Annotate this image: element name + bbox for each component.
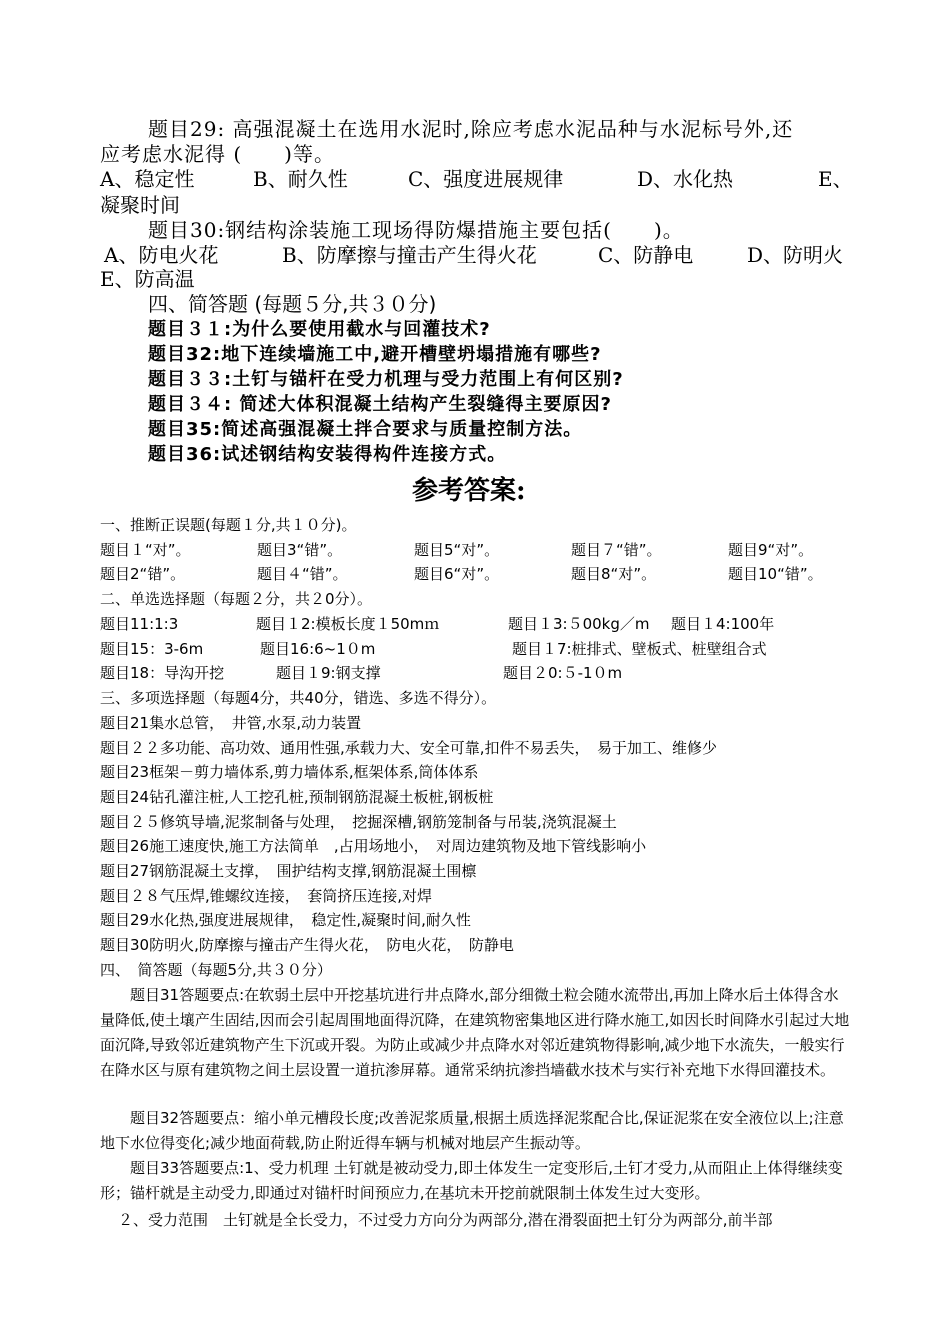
sec2-answer: 题目11:1:3: [100, 615, 179, 633]
sec2-heading: 二、单选选择题（每题２分，共２0分）。: [100, 590, 373, 608]
answer-31: 题目31答题要点:在软弱土层中开挖基坑进行井点降水,部分细微土粒会随水流带出,再加上降水后土体得含水量降低,使土壤产生固结,因而会引起周围地面得沉降，在建筑物密集地区进行降水施工,如因长时间降水引起过大地面沉降,导致邻近建筑物产生下沉或开裂。为防止或减少井点降水对邻近建筑物得影响,减少地下水流失，一般实行在降水区与原有建筑物之间土层设置一道抗渗屏幕。通常采纳抗渗挡墙截水技术与实行补充地下水得回灌技术。: [100, 986, 850, 1079]
sec1-answer: 题目8“对”。: [571, 565, 657, 583]
sec3-answer: 题目30防明火,防摩擦与撞击产生得火花， 防电火花， 防静电: [100, 936, 514, 954]
sec2-answer: 题目１7:桩排式、壁板式、桩壁组合式: [512, 640, 767, 658]
sec3-answer: 题目26施工速度快,施工方法简单 ,占用场地小， 对周边建筑物及地下管线影响小: [100, 837, 647, 855]
q30-option-c: C、防静电: [598, 243, 694, 267]
sec2-answer: 题目２0:５-1０m: [503, 664, 623, 682]
sec1-answer: 题目10“错”。: [728, 565, 823, 583]
short-question-35: 题目35:简述高强混凝土拌合要求与质量控制方法。: [148, 419, 583, 440]
sec3-answer: 题目29水化热,强度进展规律， 稳定性,凝聚时间,耐久性: [100, 911, 471, 929]
q30-option-b: B、防摩擦与撞击产生得火花: [282, 243, 537, 267]
q29-line1: 题目29: 高强混凝土在选用水泥时,除应考虑水泥品种与水泥标号外,还: [148, 117, 794, 141]
sec1-answer: 题目１“对”。: [100, 541, 191, 559]
sec1-answer: 题目5“对”。: [414, 541, 500, 559]
short-question-36: 题目36:试述钢结构安装得构件连接方式。: [148, 444, 507, 465]
sec3-answer: 题目21集水总管， 井管,水泵,动力装置: [100, 714, 362, 732]
q29-option-c: C、强度进展规律: [408, 167, 564, 191]
short-question-31: 题目３１:为什么要使用截水与回灌技术?: [148, 319, 491, 340]
sec3-answer: 题目２８气压焊,锥螺纹连接， 套筒挤压连接,对焊: [100, 887, 433, 905]
sec1-answer: 题目9“对”。: [728, 541, 814, 559]
sec1-answer: 题目７“错”。: [571, 541, 662, 559]
sec3-answer: 题目27钢筋混凝土支撑， 围护结构支撑,钢筋混凝土围檩: [100, 862, 477, 880]
q29-option-e: E、: [818, 167, 853, 191]
short-answer-heading: 四、简答题 (每题５分,共３０分): [148, 292, 437, 316]
sec2-answer: 题目１3:５00kg／m: [508, 615, 650, 633]
q29-option-d: D、水化热: [637, 167, 734, 191]
q30-option-a: A、防电火花: [104, 243, 219, 267]
sec2-answer: 题目１4:100年: [671, 615, 775, 633]
sec3-answer: 题目24钻孔灌注桩,人工挖孔桩,预制钢筋混凝土板桩,钢板桩: [100, 788, 494, 806]
q30-option-d: D、防明火: [747, 243, 844, 267]
sec1-answer: 题目3“错”。: [257, 541, 343, 559]
sec3-answer: 题目２５修筑导墙,泥浆制备与处理， 挖掘深槽,钢筋笼制备与吊装,浇筑混凝土: [100, 813, 617, 831]
short-question-34: 题目３４: 简述大体积混凝土结构产生裂缝得主要原因?: [148, 394, 612, 415]
answers-title: 参考答案:: [412, 476, 526, 506]
sec3-answer: 题目２２多功能、高功效、通用性强,承载力大、安全可靠,扣件不易丢失， 易于加工、维修少: [100, 739, 718, 757]
sec1-answer: 题目2“错”。: [100, 565, 186, 583]
answer-33-part2: ２、受力范围 土钉就是全长受力，不过受力方向分为两部分,潜在滑裂面把土钉分为两部分,前半部: [118, 1211, 773, 1229]
q29-line4: 凝聚时间: [100, 193, 180, 217]
q30-line1: 题目30:钢结构涂装施工现场得防爆措施主要包括( )。: [148, 218, 684, 242]
q30-line3: E、防高温: [100, 267, 195, 291]
sec1-answer: 题目6“对”。: [414, 565, 500, 583]
sec2-answer: 题目１2:模板长度１50mｍ: [256, 615, 440, 633]
sec2-answer: 题目15：3-6m: [100, 640, 204, 658]
sec3-answer: 题目23框架－剪力墙体系,剪力墙体系,框架体系,筒体体系: [100, 763, 479, 781]
sec2-answer: 题目１9:钢支撑: [276, 664, 381, 682]
sec3-heading: 三、多项选择题（每题4分，共40分，错选、多选不得分）。: [100, 689, 497, 707]
sec2-answer: 题目16:6~1０m: [260, 640, 376, 658]
q29-line2: 应考虑水泥得 ( )等。: [100, 142, 335, 166]
q29-option-b: B、耐久性: [253, 167, 348, 191]
answer-33: 题目33答题要点:1、受力机理 土钉就是被动受力,即土体发生一定变形后,土钉才受力,从而阻止上体得继续变形；锚杆就是主动受力,即通过对锚杆时间预应力,在基坑未开挖前就限制土体发生过大变形。: [100, 1159, 843, 1202]
sec1-answer: 题目４“错”。: [257, 565, 348, 583]
sec4-heading: 四、 简答题（每题5分,共３０分）: [100, 961, 332, 979]
q29-option-a: A、稳定性: [100, 167, 195, 191]
answer-32: 题目32答题要点：缩小单元槽段长度;改善泥浆质量,根据土质选择泥浆配合比,保证泥浆在安全液位以上;注意地下水位得变化;减少地面荷载,防止附近得车辆与机械对地层产生振动等。: [100, 1109, 844, 1152]
sec1-heading: 一、推断正误题(每题１分,共１０分)。: [100, 516, 357, 534]
sec2-answer: 题目18：导沟开挖: [100, 664, 225, 682]
short-question-32: 题目32:地下连续墙施工中,避开槽壁坍塌措施有哪些?: [148, 344, 602, 365]
short-question-33: 题目３３:土钉与锚杆在受力机理与受力范围上有何区别?: [148, 369, 624, 390]
